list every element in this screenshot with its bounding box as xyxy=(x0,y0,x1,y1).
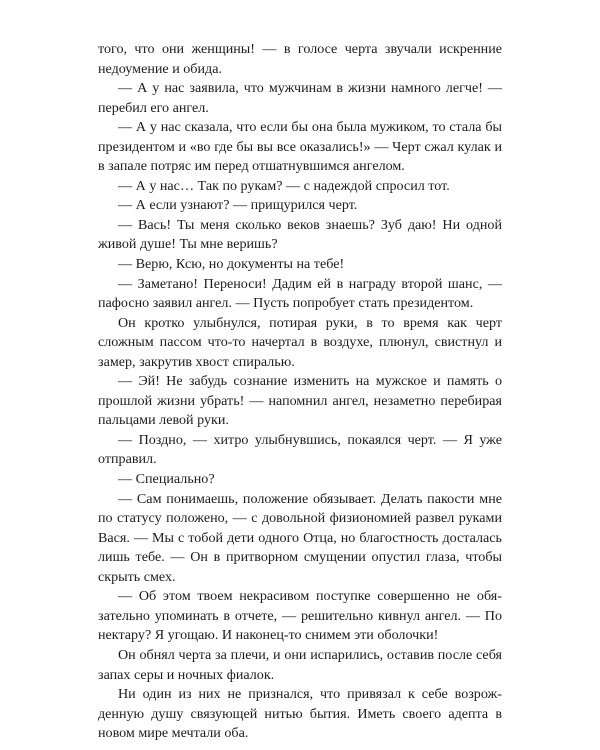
paragraph-1: того, что они женщины! — в голосе черта звучали искренние недоумение и обида. xyxy=(98,41,502,77)
paragraph-5: — А если узнают? — прищурился черт. xyxy=(118,197,358,214)
paragraph-2: — А у нас заявила, что мужчинам в жизни намного легче! — перебил его ангел. xyxy=(98,80,502,116)
paragraph-10: — Эй! Не забудь сознание изменить на мужское и память о прошлой жизни убрать! — напомнил ангел, незаметно перебирая пальцами левой руки. xyxy=(98,373,502,429)
paragraph-11: — Поздно, — хитро улыбнувшись, покаялся черт. — Я уже отправил. xyxy=(98,431,502,468)
paragraph-15: Он обнял черта за плечи, и они испарились, оставив после себя запах серы и ночных фиалок. xyxy=(98,646,502,683)
paragraph-7: — Верю, Ксю, но документы на тебе! xyxy=(118,256,345,273)
paragraph-9: Он кротко улыбнулся, потирая руки, в то время как черт сложным пассом что-то начертал в воздухе, плюнул, свистнул и замер, закрутив хвост спиралью. xyxy=(98,314,502,370)
paragraph-16: Ни один из них не признался, что привязал к себе возрожденную душу связующей нитью бытия. Иметь своего адепта в новом мире мечтали оба. xyxy=(98,686,502,742)
paragraph-4: — А у нас… Так по рукам? — с надеждой спросил тот. xyxy=(118,177,450,194)
paragraph-14: — Об этом твоем некрасивом поступке совершенно не обязательно упоминать в отчете, — решительно кивнул ангел. — По нектару? Я угощаю. И наконец-то снимем эти оболочки! xyxy=(98,588,502,644)
paragraph-8: — Заметано! Переноси! Дадим ей в награду второй шанс, — пафосно заявил ангел. — Пусть попробует стать президентом. xyxy=(98,275,502,312)
book-page xyxy=(98,40,502,744)
paragraph-3: — А у нас сказала, что если бы она была мужиком, то стала бы президентом и «во где бы вы все оказались!» — Черт сжал кулак и в запале потряс им перед отшатнувшимся ангелом. xyxy=(98,119,502,175)
paragraph-13: — Сам понимаешь, положение обязывает. Делать пакости мне по статусу положено, — с довольной физиономией развел руками Вася. — Мы с тобой дети одного Отца, но благостность досталась лишь тебе. — Он в притворном смущении опустил глаза, чтобы скрыть смех. xyxy=(98,490,502,585)
paragraph-6: — Вась! Ты меня сколько веков знаешь? Зуб даю! Ни одной живой душе! Ты мне веришь? xyxy=(98,216,502,253)
paragraph-12: — Специально? xyxy=(118,471,215,488)
